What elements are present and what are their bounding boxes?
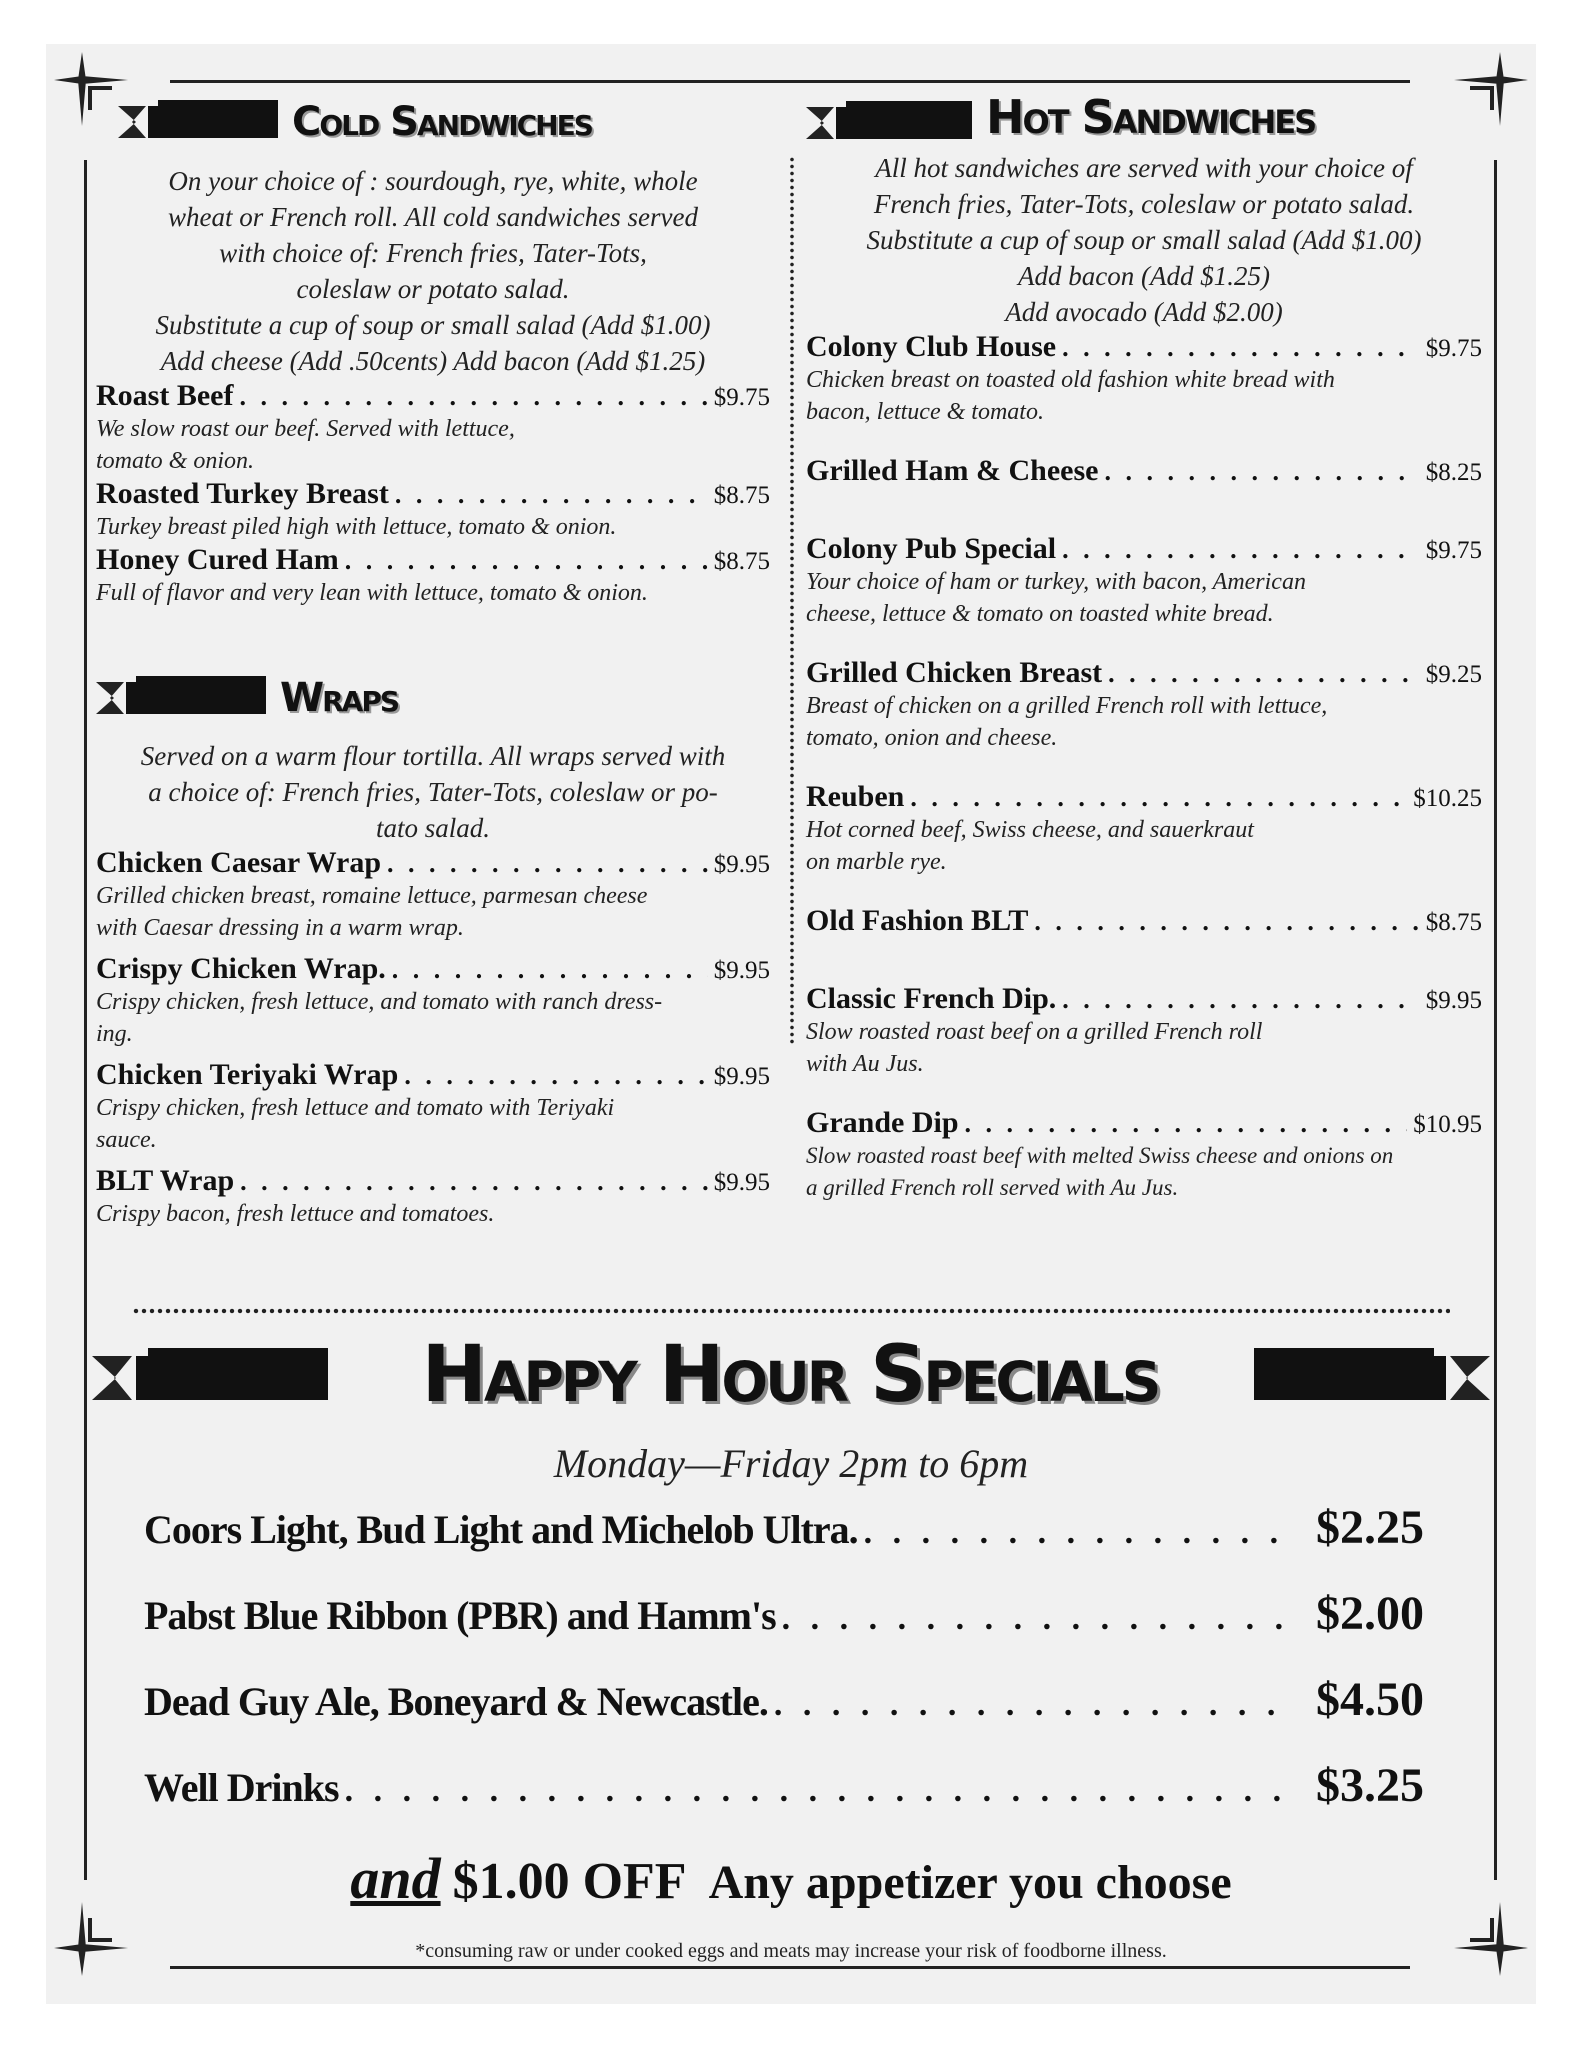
intro-line: French fries, Tater-Tots, coleslaw or potato salad. [873,189,1415,219]
leader-dots [864,1514,1288,1552]
item-description [96,413,770,477]
leader-dots [965,1109,1408,1139]
menu-item-reuben [806,780,1482,878]
cold-sandwiches-intro [96,163,770,379]
intro-line: wheat or French roll. All cold sandwiches served [168,202,698,232]
drink-name: Pabst Blue Ribbon (PBR) and Hamm's [144,1593,776,1638]
corner-ornament-top-right [1452,50,1530,128]
desc-line: tomato, onion and cheese. [806,725,1058,751]
item-description [806,566,1482,630]
wraps-title: Wraps [280,675,399,721]
item-price: $8.75 [1425,909,1482,936]
item-name: Grande Dip [806,1106,959,1139]
item-price: $8.25 [1425,459,1482,486]
desc-line: Hot corned beef, Swiss cheese, and sauerkraut [806,817,1254,843]
drink-item [144,1758,1424,1813]
leader-dots [345,546,708,576]
desc-line: tomato & onion. [96,448,255,474]
leader-dots [1062,985,1419,1015]
desc-line: Grilled chicken breast, romaine lettuce, parmesan cheese [96,883,648,909]
drink-price: $2.25 [1316,1501,1424,1554]
frame-right [1494,160,1497,1880]
frame-bottom [170,1966,1410,1969]
leader-dots [240,1167,708,1197]
menu-item-honey-cured-ham [96,543,770,609]
item-price: $9.95 [713,957,770,984]
item-price: $10.95 [1413,1111,1482,1138]
drink-name: Well Drinks [144,1765,339,1810]
drink-item [144,1500,1424,1555]
desc-line: cheese, lettuce & tomato on toasted white bread. [806,601,1274,627]
leader-dots [774,1686,1288,1724]
intro-line: On your choice of : sourdough, rye, white, whole [168,166,698,196]
leader-dots [910,783,1407,813]
desc-line: Crispy chicken, fresh lettuce, and tomato with ranch dress- [96,989,663,1015]
desc-line: on marble rye. [806,849,947,875]
intro-line: All hot sandwiches are served with your choice of [875,153,1413,183]
menu-item-chicken-teriyaki-wrap [96,1058,770,1156]
item-description [96,880,770,944]
item-name: BLT Wrap [96,1164,235,1197]
item-name: Colony Pub Special [806,532,1057,565]
desc-line: Chicken breast on toasted old fashion white bread with [806,367,1335,393]
desc-line: a grilled French roll served with Au Jus. [806,1175,1179,1200]
intro-line: Served on a warm flour tortilla. All wraps served with [140,741,726,771]
cold-sandwiches-section [96,163,770,609]
item-name: Honey Cured Ham [96,543,339,576]
banner-left-icon [92,1346,328,1410]
banner-arrow-icon [118,98,278,146]
menu-item-grilled-chicken-breast [806,656,1482,754]
item-description [806,814,1482,878]
hot-sandwiches-intro [806,150,1482,330]
item-price: $9.75 [1425,537,1482,564]
desc-line: Slow roasted roast beef on a grilled French roll [806,1019,1263,1045]
banner-right-icon [1254,1346,1490,1410]
desc-line: Your choice of ham or turkey, with bacon, American [806,569,1306,595]
item-description [96,1092,770,1156]
banner-arrow-icon [806,93,972,141]
wraps-intro [96,738,770,846]
frame-top [170,80,1410,83]
item-name: Old Fashion BLT [806,904,1029,937]
intro-line: Add avocado (Add $2.00) [1005,297,1283,327]
hot-sandwiches-section [806,150,1482,1204]
happy-hour-subtitle: Monday—Friday 2pm to 6pm [553,1441,1029,1486]
item-description [96,1198,770,1230]
leader-dots [1062,535,1420,565]
item-price: $9.95 [713,1063,770,1090]
intro-line: tato salad. [375,813,490,843]
leader-dots [1104,457,1419,487]
menu-item-roasted-turkey-breast [96,477,770,543]
item-name: Roast Beef [96,379,234,412]
item-price: $9.25 [1425,661,1482,688]
menu-item-classic-french-dip [806,982,1482,1080]
item-description [806,1140,1482,1204]
hot-sandwiches-heading [806,90,1315,144]
offer-text: Any appetizer you choose [708,1856,1232,1909]
drink-name: Coors Light, Bud Light and Michelob Ultra. [144,1507,858,1552]
item-description [806,690,1482,754]
cold-sandwiches-title: Cold Sandwiches [292,99,592,145]
appetizer-offer [0,1845,1582,1912]
item-price: $9.75 [1425,335,1482,362]
leader-dots [239,382,707,412]
desc-line: Slow roasted roast beef with melted Swiss cheese and onions on [806,1143,1394,1168]
intro-line: a choice of: French fries, Tater-Tots, coleslaw or po- [148,777,718,807]
leader-dots [345,1772,1288,1810]
item-description [96,577,770,609]
desc-line: ing. [96,1021,133,1047]
drink-item [144,1586,1424,1641]
desc-line: Crispy chicken, fresh lettuce and tomato with Teriyaki [96,1095,615,1121]
hot-sandwiches-title: Hot Sandwiches [986,90,1316,144]
intro-line: with choice of: French fries, Tater-Tots, [219,238,647,268]
leader-dots [1034,907,1419,937]
item-description [96,986,770,1050]
item-name: Classic French Dip. [806,982,1057,1015]
item-name: Crispy Chicken Wrap. [96,952,386,985]
item-name: Roasted Turkey Breast [96,477,389,510]
item-price: $9.95 [713,851,770,878]
desc-line: Turkey breast piled high with lettuce, tomato & onion. [96,514,617,540]
leader-dots [387,849,708,879]
banner-arrow-icon [96,674,266,722]
item-price: $9.95 [713,1169,770,1196]
leader-dots [404,1061,707,1091]
happy-hour-title: Happy Hour Specials [421,1330,1159,1420]
wraps-heading [96,674,398,722]
intro-line: Add bacon (Add $1.25) [1018,261,1270,291]
desc-line: with Au Jus. [806,1051,924,1077]
frame-left [84,160,87,1880]
menu-item-crispy-chicken-wrap [96,952,770,1050]
intro-line: Add cheese (Add .50cents) Add bacon (Add $1.25) [160,346,706,376]
intro-line: Substitute a cup of soup or small salad (Add $1.00) [155,310,711,340]
item-price: $9.75 [713,384,770,411]
menu-item-grande-dip [806,1106,1482,1204]
column-divider [790,156,794,1046]
cold-sandwiches-heading [118,98,592,146]
item-name: Grilled Chicken Breast [806,656,1103,689]
item-name: Colony Club House [806,330,1057,363]
item-name: Chicken Teriyaki Wrap [96,1058,399,1091]
desc-line: with Caesar dressing in a warm wrap. [96,915,464,941]
leader-dots [395,480,708,510]
item-price: $8.75 [713,548,770,575]
drink-price: $3.25 [1316,1759,1424,1812]
menu-item-colony-pub-special [806,532,1482,630]
desc-line: Breast of chicken on a grilled French roll with lettuce, [806,693,1328,719]
desc-line: Crispy bacon, fresh lettuce and tomatoes. [96,1201,495,1227]
leader-dots [1062,333,1420,363]
desc-line: sauce. [96,1127,157,1153]
menu-item-chicken-caesar-wrap [96,846,770,944]
item-price: $10.25 [1413,785,1482,812]
desc-line: bacon, lettuce & tomato. [806,399,1044,425]
offer-amount: $1.00 OFF [452,1853,687,1910]
menu-item-blt-wrap [96,1164,770,1230]
drink-price: $4.50 [1316,1673,1424,1726]
menu-item-roast-beef [96,379,770,477]
item-price: $8.75 [713,482,770,509]
item-description [806,1016,1482,1080]
desc-line: We slow roast our beef. Served with lettuce, [96,416,515,442]
item-name: Reuben [806,780,905,813]
offer-and: and [350,1846,441,1911]
food-safety-note: *consuming raw or under cooked eggs and meats may increase your risk of foodborne illness. [415,1940,1167,1962]
leader-dots [782,1600,1288,1638]
item-name: Chicken Caesar Wrap [96,846,382,879]
wraps-section [96,738,770,1230]
intro-line: coleslaw or potato salad. [296,274,570,304]
intro-line: Substitute a cup of soup or small salad (Add $1.00) [866,225,1422,255]
section-divider [132,1308,1450,1314]
menu-item-grilled-ham-cheese [806,454,1482,488]
menu-item-old-fashion-blt [806,904,1482,938]
item-description [96,511,770,543]
menu-item-colony-club-house [806,330,1482,428]
leader-dots [392,955,708,985]
leader-dots [1108,659,1420,689]
drink-item [144,1672,1424,1727]
item-name: Grilled Ham & Cheese [806,454,1099,487]
desc-line: Full of flavor and very lean with lettuce, tomato & onion. [96,580,648,606]
drink-price: $2.00 [1316,1587,1424,1640]
drink-name: Dead Guy Ale, Boneyard & Newcastle. [144,1679,768,1724]
item-description [806,364,1482,428]
item-price: $9.95 [1425,987,1482,1014]
